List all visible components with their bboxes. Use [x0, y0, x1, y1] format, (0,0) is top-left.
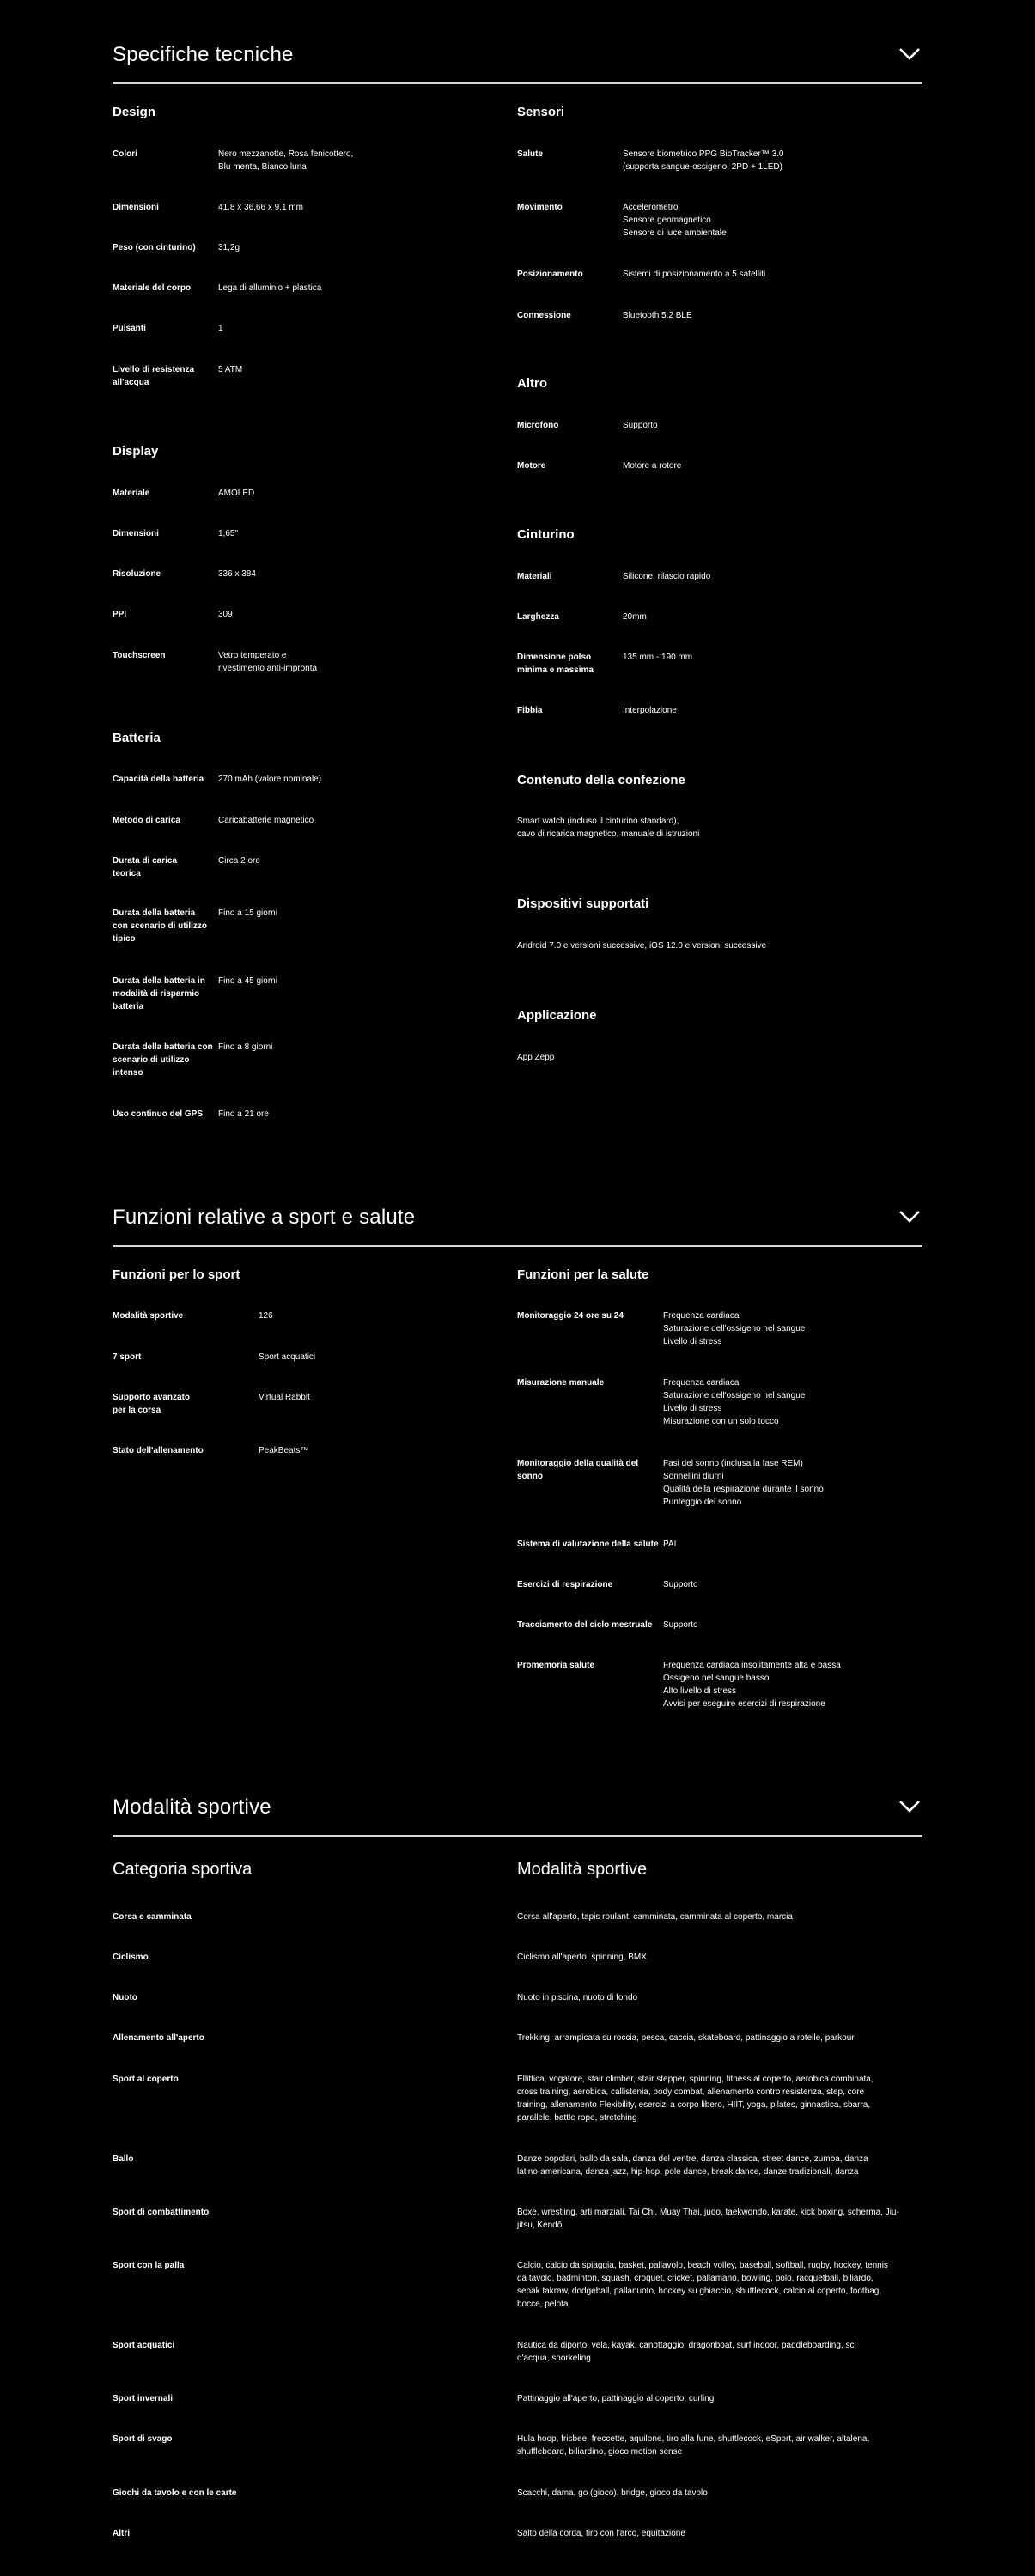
spec-value: Pattinaggio all'aperto, pattinaggio al coperto, curling [517, 2394, 715, 2403]
spec-value: Lega di alluminio + plastica [218, 283, 322, 293]
spec-value: Sistemi di posizionamento a 5 satelliti [623, 270, 766, 279]
spec-value: 41,8 x 36,66 x 9,1 mm [218, 203, 303, 212]
spec-value: Nuoto in piscina, nuoto di fondo [517, 1993, 638, 2002]
group-title-strap: Cinturino [517, 527, 575, 542]
spec-label: Dimensione polso minima e massima [517, 653, 594, 675]
group-title-sensors: Sensori [517, 105, 565, 119]
spec-label: Materiali [517, 572, 552, 581]
group-title-battery: Batteria [113, 731, 161, 745]
spec-value: Salto della corda, tiro con l'arco, equitazione [517, 2529, 685, 2538]
spec-value: Accelerometro Sensore geomagnetico Sensore di luce ambientale [623, 203, 727, 238]
spec-value: Circa 2 ore [218, 856, 260, 866]
chevron-down-icon[interactable] [898, 46, 921, 62]
spec-label: Supporto avanzato per la corsa [113, 1393, 191, 1415]
spec-value: Danze popolari, ballo da sala, danza del ventre, danza classica, street dance, zumba, danza latino-americana, danza jazz, hip-hop, pole dance, break dance, danze tradizionali, danza [517, 2154, 868, 2177]
spec-label: Motore [517, 461, 546, 471]
spec-value: Sensore biometrico PPG BioTracker™ 3.0 (supporta sangue-ossigeno, 2PD + 1LED) [623, 149, 784, 172]
spec-label: Allenamento all'aperto [113, 2033, 204, 2043]
section-title: Funzioni relative a sport e salute [113, 1206, 416, 1229]
spec-label: Ballo [113, 2154, 134, 2164]
spec-value: Caricabatterie magnetico [218, 816, 314, 825]
tech-specs-header[interactable] [113, 33, 922, 84]
spec-value: Boxe, wrestling, arti marziali, Tai Chi, Muay Thai, judo, taekwondo, karate, kick boxing, scherma, Jiu- jitsu, Kendō [517, 2208, 899, 2230]
spec-label: Sistema di valutazione della salute [517, 1540, 659, 1549]
spec-label: Esercizi di respirazione [517, 1580, 613, 1589]
chevron-down-icon[interactable] [898, 1799, 921, 1814]
spec-value: Frequenza cardiaca Saturazione dell'ossigeno nel sangue Livello di stress Misurazione con un solo tocco [663, 1378, 806, 1426]
spec-label: Tracciamento del ciclo mestruale [517, 1620, 653, 1630]
group-title-app: Applicazione [517, 1008, 597, 1023]
spec-value: Hula hoop, frisbee, freccette, aquilone, tiro alla fune, shuttlecock, eSport, air walker, altalena, shuffleboard, biliardino, gioco motion sense [517, 2434, 870, 2457]
group-title-sport: Funzioni per lo sport [113, 1267, 240, 1282]
spec-value: 336 x 384 [218, 569, 256, 579]
spec-value: 31,2g [218, 243, 240, 252]
spec-value: Ciclismo all'aperto, spinning, BMX [517, 1953, 647, 1962]
spec-label: Microfono [517, 421, 559, 430]
spec-value: 1 [218, 324, 223, 333]
group-title-other: Altro [517, 376, 547, 391]
spec-label: Modalità sportive [113, 1311, 184, 1321]
spec-label: Posizionamento [517, 270, 583, 279]
spec-value: Frequenza cardiaca insolitamente alta e bassa Ossigeno nel sangue basso Alto livello di stress Avvisi per eseguire esercizi di respirazione [663, 1661, 841, 1709]
spec-label: Materiale del corpo [113, 283, 192, 293]
spec-label: Promemoria salute [517, 1661, 595, 1670]
spec-value: Scacchi, dama, go (gioco), bridge, gioco da tavolo [517, 2488, 708, 2498]
spec-label: Durata della batteria con scenario di utilizzo tipico [113, 908, 208, 944]
application-text: App Zepp [517, 1053, 555, 1062]
spec-value: Vetro temperato e rivestimento anti-impronta [218, 651, 318, 673]
spec-label: Uso continuo del GPS [113, 1109, 204, 1119]
spec-label: Durata della batteria con scenario di utilizzo intenso [113, 1042, 213, 1078]
group-title-health: Funzioni per la salute [517, 1267, 649, 1282]
spec-label: Stato dell'allenamento [113, 1446, 204, 1455]
group-title-design: Design [113, 105, 156, 119]
spec-label: Giochi da tavolo e con le carte [113, 2488, 237, 2498]
spec-label: Touchscreen [113, 651, 166, 660]
spec-value: 135 mm - 190 mm [623, 653, 693, 662]
spec-value: Bluetooth 5.2 BLE [623, 311, 692, 320]
spec-label: Sport di svago [113, 2434, 173, 2444]
features-header[interactable] [113, 1195, 922, 1247]
group-title-display: Display [113, 444, 159, 459]
spec-label: Sport con la palla [113, 2261, 185, 2270]
group-title-devices: Dispositivi supportati [517, 896, 649, 911]
spec-label: Metodo di carica [113, 816, 180, 825]
spec-label: Monitoraggio 24 ore su 24 [517, 1311, 624, 1321]
spec-value: Trekking, arrampicata su roccia, pesca, caccia, skateboard, pattinaggio a rotelle, parkour [517, 2033, 855, 2043]
section-title: Specifiche tecniche [113, 43, 294, 66]
spec-label: Monitoraggio della qualità del sonno [517, 1459, 639, 1481]
spec-value: Calcio, calcio da spiaggia, basket, pallavolo, beach volley, baseball, softball, rugby, hockey, tennis da tavolo, badminton, squash, croquet, cricket, pallamano, bowling, polo, racquetball, biliardo, sepak takraw, dodgeball, pallanuoto, hockey su ghiaccio, shuttlecock, calcio al coperto, footbag, bocce, pelota [517, 2261, 888, 2309]
spec-label: Risoluzione [113, 569, 161, 579]
spec-label: Movimento [517, 203, 563, 212]
spec-label: Dimensioni [113, 529, 159, 538]
spec-value: Virtual Rabbit [259, 1393, 310, 1402]
spec-value: Supporto [663, 1620, 698, 1630]
spec-value: PeakBeats™ [259, 1446, 309, 1455]
spec-label: Ciclismo [113, 1953, 149, 1962]
spec-value: 126 [259, 1311, 273, 1321]
spec-label: 7 sport [113, 1352, 142, 1362]
spec-value: 5 ATM [218, 365, 243, 374]
spec-label: Durata della batteria in modalità di risparmio batteria [113, 976, 205, 1012]
spec-label: Connessione [517, 311, 571, 320]
spec-value: Nautica da diporto, vela, kayak, canottaggio, dragonboat, surf indoor, paddleboarding, sci d'acqua, snorkeling [517, 2341, 856, 2363]
sport-modes-header[interactable] [113, 1785, 922, 1837]
spec-label: Dimensioni [113, 203, 159, 212]
spec-label: Pulsanti [113, 324, 146, 333]
spec-value: Fino a 45 giorni [218, 976, 277, 986]
spec-value: Fino a 15 giorni [218, 908, 277, 918]
spec-value: Interpolazione [623, 706, 677, 715]
spec-label: Materiale [113, 489, 150, 498]
spec-value: Motore a rotore [623, 461, 682, 471]
spec-value: 270 mAh (valore nominale) [218, 775, 322, 784]
spec-label: Fibbia [517, 706, 543, 715]
column-title-category: Categoria sportiva [113, 1860, 253, 1879]
spec-label: Larghezza [517, 612, 559, 622]
spec-label: Peso (con cinturino) [113, 243, 196, 252]
spec-label: Durata di carica teorica [113, 856, 178, 878]
spec-label: Sport acquatici [113, 2341, 175, 2350]
spec-value: Fino a 21 ore [218, 1109, 269, 1119]
spec-value: 1,65" [218, 529, 239, 538]
spec-label: Misurazione manuale [517, 1378, 605, 1388]
spec-value: Nero mezzanotte, Rosa fenicottero, Blu menta, Bianco luna [218, 149, 354, 172]
spec-label: Corsa e camminata [113, 1912, 192, 1922]
spec-value: 20mm [623, 612, 647, 622]
chevron-down-icon[interactable] [898, 1209, 921, 1224]
spec-value: AMOLED [218, 489, 255, 498]
spec-label: PPI [113, 610, 127, 619]
column-title-modes: Modalità sportive [517, 1860, 648, 1879]
spec-label: Capacità della batteria [113, 775, 204, 784]
spec-value: Fasi del sonno (inclusa la fase REM) Sonnellini diurni Qualità della respirazione durante il sonno Punteggio del sonno [663, 1459, 824, 1507]
spec-value: Frequenza cardiaca Saturazione dell'ossigeno nel sangue Livello di stress [663, 1311, 806, 1346]
spec-label: Sport al coperto [113, 2075, 179, 2084]
spec-value: Ellittica, vogatore, stair climber, stair stepper, spinning, fitness al coperto, aerobica combinata, cross training, aerobica, callistenia, body combat, allenamento contro resistenza, step, core training, allenamento Flexibility, esercizi a corpo libero, HIIT, yoga, pilates, ginnastica, sbarra, parallele, battle rope, stretching [517, 2075, 874, 2123]
spec-value: Silicone, rilascio rapido [623, 572, 711, 581]
spec-label: Sport di combattimento [113, 2208, 210, 2217]
spec-value: 309 [218, 610, 233, 619]
spec-value: Sport acquatici [259, 1352, 316, 1362]
spec-label: Livello di resistenza all'acqua [113, 365, 195, 387]
spec-label: Colori [113, 149, 137, 159]
spec-label: Nuoto [113, 1993, 137, 2002]
spec-value: Corsa all'aperto, tapis roulant, camminata, camminata al coperto, marcia [517, 1912, 793, 1922]
section-title: Modalità sportive [113, 1795, 271, 1819]
spec-value: Supporto [623, 421, 658, 430]
supported-devices-text: Android 7.0 e versioni successive, iOS 12.0 e versioni successive [517, 941, 767, 951]
group-title-box: Contenuto della confezione [517, 773, 685, 787]
box-contents-text: Smart watch (incluso il cinturino standard), cavo di ricarica magnetico, manuale di istruzioni [517, 817, 700, 839]
spec-value: PAI [663, 1540, 677, 1549]
spec-value: Supporto [663, 1580, 698, 1589]
spec-label: Altri [113, 2529, 130, 2538]
spec-value: Fino a 8 giorni [218, 1042, 273, 1052]
spec-label: Sport invernali [113, 2394, 174, 2403]
spec-label: Salute [517, 149, 544, 159]
